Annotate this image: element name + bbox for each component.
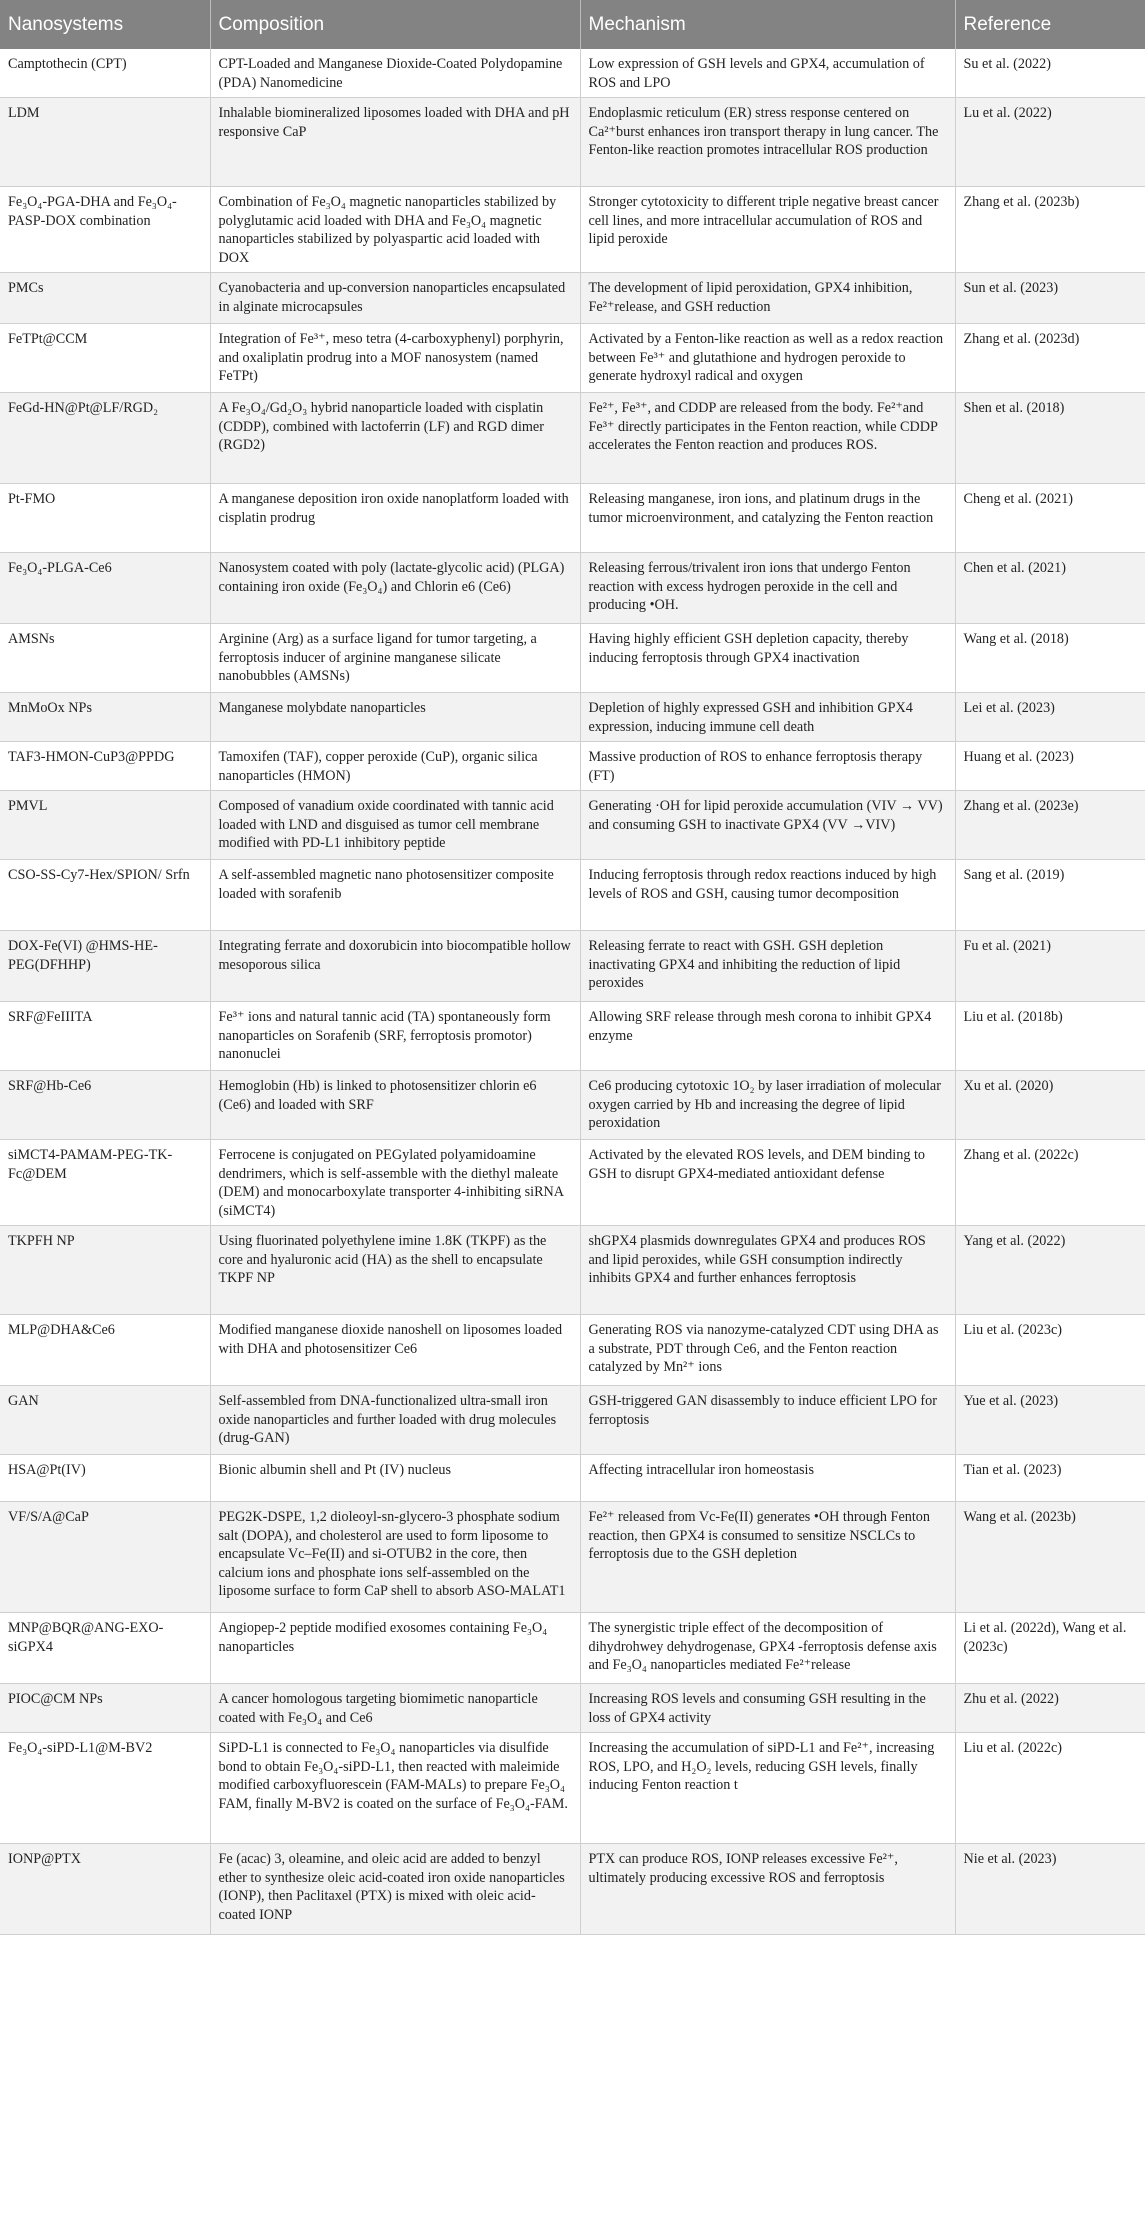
cell-composition: A cancer homologous targeting biomimetic nanoparticle coated with Fe₃O₄ and Ce6	[210, 1684, 580, 1733]
cell-composition: CPT-Loaded and Manganese Dioxide-Coated Polydopamine (PDA) Nanomedicine	[210, 49, 580, 98]
table-row	[0, 1733, 1145, 1844]
table-row	[0, 1844, 1145, 1935]
table-row	[0, 187, 1145, 273]
cell-nanosystem: LDM	[0, 98, 210, 187]
cell-reference: Liu et al. (2023c)	[955, 1315, 1145, 1386]
table-row	[0, 1315, 1145, 1386]
cell-reference: Zhu et al. (2022)	[955, 1684, 1145, 1733]
cell-mechanism: Releasing ferrate to react with GSH. GSH depletion inactivating GPX4 and inhibiting the reduction of lipid peroxides	[580, 931, 955, 1002]
cell-nanosystem: CSO-SS-Cy7-Hex/SPION/ Srfn	[0, 860, 210, 931]
cell-reference: Li et al. (2022d), Wang et al. (2023c)	[955, 1613, 1145, 1684]
cell-nanosystem: Fe₃O₄-PGA-DHA and Fe₃O₄-PASP-DOX combination	[0, 187, 210, 273]
cell-composition: SiPD-L1 is connected to Fe₃O₄ nanoparticles via disulfide bond to obtain Fe₃O₄-siPD-L1, then reacted with maleimide modified carboxyfluorescein (FAM-MALs) to prepare Fe₃O₄ FAM, finally M-BV2 is coated on the surface of Fe₃O₄-FAM.	[210, 1733, 580, 1844]
cell-mechanism: Activated by the elevated ROS levels, and DEM binding to GSH to disrupt GPX4-mediated antioxidant defense	[580, 1140, 955, 1226]
cell-mechanism: Ce6 producing cytotoxic 1O₂ by laser irradiation of molecular oxygen carried by Hb and increasing the degree of lipid peroxidation	[580, 1071, 955, 1140]
cell-composition: Angiopep-2 peptide modified exosomes containing Fe₃O₄ nanoparticles	[210, 1613, 580, 1684]
cell-nanosystem: FeTPt@CCM	[0, 324, 210, 393]
cell-reference: Tian et al. (2023)	[955, 1455, 1145, 1502]
cell-nanosystem: HSA@Pt(IV)	[0, 1455, 210, 1502]
cell-nanosystem: PIOC@CM NPs	[0, 1684, 210, 1733]
cell-composition: PEG2K-DSPE, 1,2 dioleoyl-sn-glycero-3 phosphate sodium salt (DOPA), and cholesterol are used to form liposome to encapsulate Vc–Fe(II) and si-OTUB2 in the core, then calcium ions and phosphate ions self-assembled on the liposome surface to form CaP shell to absorb ASO-MALAT1	[210, 1502, 580, 1613]
cell-nanosystem: MLP@DHA&Ce6	[0, 1315, 210, 1386]
cell-reference: Lei et al. (2023)	[955, 693, 1145, 742]
cell-reference: Sang et al. (2019)	[955, 860, 1145, 931]
table-row	[0, 1386, 1145, 1455]
cell-nanosystem: FeGd-HN@Pt@LF/RGD₂	[0, 393, 210, 484]
table-row	[0, 98, 1145, 187]
cell-mechanism: Inducing ferroptosis through redox reactions induced by high levels of ROS and GSH, causing tumor decomposition	[580, 860, 955, 931]
cell-reference: Su et al. (2022)	[955, 49, 1145, 98]
cell-composition: Bionic albumin shell and Pt (IV) nucleus	[210, 1455, 580, 1502]
header-composition: Composition	[210, 0, 580, 49]
cell-nanosystem: VF/S/A@CaP	[0, 1502, 210, 1613]
cell-reference: Zhang et al. (2023b)	[955, 187, 1145, 273]
cell-nanosystem: Pt-FMO	[0, 484, 210, 553]
cell-mechanism: Having highly efficient GSH depletion capacity, thereby inducing ferroptosis through GPX4 inactivation	[580, 624, 955, 693]
cell-nanosystem: Camptothecin (CPT)	[0, 49, 210, 98]
table-row	[0, 742, 1145, 791]
cell-mechanism: Depletion of highly expressed GSH and inhibition GPX4 expression, inducing immune cell death	[580, 693, 955, 742]
cell-reference: Zhang et al. (2023d)	[955, 324, 1145, 393]
cell-composition: Using fluorinated polyethylene imine 1.8K (TKPF) as the core and hyaluronic acid (HA) as the shell to encapsulate TKPF NP	[210, 1226, 580, 1315]
cell-mechanism: Releasing ferrous/trivalent iron ions that undergo Fenton reaction with excess hydrogen peroxide in the cell and producing •OH.	[580, 553, 955, 624]
table-row	[0, 484, 1145, 553]
cell-mechanism: Releasing manganese, iron ions, and platinum drugs in the tumor microenvironment, and catalyzing the Fenton reaction	[580, 484, 955, 553]
cell-mechanism: Massive production of ROS to enhance ferroptosis therapy (FT)	[580, 742, 955, 791]
cell-composition: Fe (acac) 3, oleamine, and oleic acid are added to benzyl ether to synthesize oleic acid-coated iron oxide nanoparticles (IONP), then Paclitaxel (PTX) is mixed with oleic acid-coated IONP	[210, 1844, 580, 1935]
cell-mechanism: Fe²⁺ released from Vc-Fe(II) generates •OH through Fenton reaction, then GPX4 is consumed to sensitize NSCLCs to ferroptosis due to the GSH depletion	[580, 1502, 955, 1613]
table-row	[0, 1684, 1145, 1733]
table-row	[0, 1613, 1145, 1684]
table-row	[0, 393, 1145, 484]
cell-reference: Wang et al. (2018)	[955, 624, 1145, 693]
table-row	[0, 624, 1145, 693]
cell-reference: Liu et al. (2022c)	[955, 1733, 1145, 1844]
table-row	[0, 1140, 1145, 1226]
cell-reference: Liu et al. (2018b)	[955, 1002, 1145, 1071]
cell-composition: Composed of vanadium oxide coordinated with tannic acid loaded with LND and disguised as tumor cell membrane modified with PD-L1 inhibitory peptide	[210, 791, 580, 860]
cell-mechanism: GSH-triggered GAN disassembly to induce efficient LPO for ferroptosis	[580, 1386, 955, 1455]
cell-mechanism: Allowing SRF release through mesh corona to inhibit GPX4 enzyme	[580, 1002, 955, 1071]
cell-nanosystem: MNP@BQR@ANG-EXO-siGPX4	[0, 1613, 210, 1684]
cell-nanosystem: AMSNs	[0, 624, 210, 693]
header-mechanism: Mechanism	[580, 0, 955, 49]
table-header	[0, 0, 1145, 49]
cell-reference: Nie et al. (2023)	[955, 1844, 1145, 1935]
cell-reference: Yang et al. (2022)	[955, 1226, 1145, 1315]
cell-composition: Integration of Fe³⁺, meso tetra (4-carboxyphenyl) porphyrin, and oxaliplatin prodrug into a MOF nanosystem (named FeTPt)	[210, 324, 580, 393]
cell-composition: A self-assembled magnetic nano photosensitizer composite loaded with sorafenib	[210, 860, 580, 931]
cell-composition: Integrating ferrate and doxorubicin into biocompatible hollow mesoporous silica	[210, 931, 580, 1002]
cell-mechanism: Generating ROS via nanozyme-catalyzed CDT using DHA as a substrate, PDT through Ce6, and the Fenton reaction catalyzed by Mn²⁺ ions	[580, 1315, 955, 1386]
table-row	[0, 49, 1145, 98]
cell-reference: Yue et al. (2023)	[955, 1386, 1145, 1455]
table-row	[0, 931, 1145, 1002]
cell-mechanism: shGPX4 plasmids downregulates GPX4 and produces ROS and lipid peroxides, while GSH consumption indirectly inhibits GPX4 and further enhances ferroptosis	[580, 1226, 955, 1315]
table-row	[0, 791, 1145, 860]
cell-composition: Self-assembled from DNA-functionalized ultra-small iron oxide nanoparticles and further loaded with drug molecules (drug-GAN)	[210, 1386, 580, 1455]
table-row	[0, 553, 1145, 624]
table-row	[0, 1455, 1145, 1502]
table-row	[0, 1502, 1145, 1613]
table-row	[0, 1002, 1145, 1071]
cell-nanosystem: TKPFH NP	[0, 1226, 210, 1315]
cell-reference: Fu et al. (2021)	[955, 931, 1145, 1002]
cell-mechanism: Endoplasmic reticulum (ER) stress response centered on Ca²⁺burst enhances iron transport therapy in lung cancer. The Fenton-like reaction promotes intracellular ROS production	[580, 98, 955, 187]
cell-composition: A manganese deposition iron oxide nanoplatform loaded with cisplatin prodrug	[210, 484, 580, 553]
cell-composition: Modified manganese dioxide nanoshell on liposomes loaded with DHA and photosensitizer Ce6	[210, 1315, 580, 1386]
cell-reference: Zhang et al. (2022c)	[955, 1140, 1145, 1226]
header-row	[0, 0, 1145, 49]
cell-mechanism: Generating ·OH for lipid peroxide accumulation (VIV → VV) and consuming GSH to inactivate GPX4 (VV →VIV)	[580, 791, 955, 860]
table-body	[0, 49, 1145, 1935]
cell-nanosystem: siMCT4-PAMAM-PEG-TK-Fc@DEM	[0, 1140, 210, 1226]
cell-composition: Cyanobacteria and up-conversion nanoparticles encapsulated in alginate microcapsules	[210, 273, 580, 324]
table-row	[0, 693, 1145, 742]
cell-composition: Hemoglobin (Hb) is linked to photosensitizer chlorin e6 (Ce6) and loaded with SRF	[210, 1071, 580, 1140]
cell-nanosystem: Fe₃O₄-siPD-L1@M-BV2	[0, 1733, 210, 1844]
cell-reference: Wang et al. (2023b)	[955, 1502, 1145, 1613]
cell-mechanism: Affecting intracellular iron homeostasis	[580, 1455, 955, 1502]
cell-mechanism: The development of lipid peroxidation, GPX4 inhibition, Fe²⁺release, and GSH reduction	[580, 273, 955, 324]
header-nanosystems: Nanosystems	[0, 0, 210, 49]
cell-composition: Tamoxifen (TAF), copper peroxide (CuP), organic silica nanoparticles (HMON)	[210, 742, 580, 791]
header-reference: Reference	[955, 0, 1145, 49]
cell-composition: Combination of Fe₃O₄ magnetic nanoparticles stabilized by polyglutamic acid loaded with DHA and Fe₃O₄ magnetic nanoparticles stabilized by polyaspartic acid loaded with DOX	[210, 187, 580, 273]
cell-nanosystem: MnMoOx NPs	[0, 693, 210, 742]
cell-composition: Nanosystem coated with poly (lactate-glycolic acid) (PLGA) containing iron oxide (Fe₃O₄) and Chlorin e6 (Ce6)	[210, 553, 580, 624]
table-row	[0, 1226, 1145, 1315]
cell-mechanism: The synergistic triple effect of the decomposition of dihydrohwey dehydrogenase, GPX4 -ferroptosis defense axis and Fe₃O₄ nanoparticles mediated Fe²⁺release	[580, 1613, 955, 1684]
cell-nanosystem: Fe₃O₄-PLGA-Ce6	[0, 553, 210, 624]
cell-nanosystem: SRF@Hb-Ce6	[0, 1071, 210, 1140]
cell-mechanism: Low expression of GSH levels and GPX4, accumulation of ROS and LPO	[580, 49, 955, 98]
cell-reference: Lu et al. (2022)	[955, 98, 1145, 187]
cell-mechanism: Increasing the accumulation of siPD-L1 and Fe²⁺, increasing ROS, LPO, and H₂O₂ levels, reducing GSH levels, finally inducing Fenton reaction t	[580, 1733, 955, 1844]
cell-composition: Arginine (Arg) as a surface ligand for tumor targeting, a ferroptosis inducer of arginine manganese silicate nanobubbles (AMSNs)	[210, 624, 580, 693]
cell-mechanism: Fe²⁺, Fe³⁺, and CDDP are released from the body. Fe²⁺and Fe³⁺ directly participates in the Fenton reaction, while CDDP accelerates the Fenton reaction and produces ROS.	[580, 393, 955, 484]
table-row	[0, 324, 1145, 393]
cell-composition: A Fe₃O₄/Gd₂O₃ hybrid nanoparticle loaded with cisplatin (CDDP), combined with lactoferrin (LF) and RGD dimer (RGD2)	[210, 393, 580, 484]
cell-composition: Fe³⁺ ions and natural tannic acid (TA) spontaneously form nanoparticles on Sorafenib (SRF, ferroptosis promotor) nanonuclei	[210, 1002, 580, 1071]
cell-nanosystem: PMCs	[0, 273, 210, 324]
cell-nanosystem: GAN	[0, 1386, 210, 1455]
cell-reference: Xu et al. (2020)	[955, 1071, 1145, 1140]
cell-composition: Manganese molybdate nanoparticles	[210, 693, 580, 742]
cell-reference: Shen et al. (2018)	[955, 393, 1145, 484]
cell-reference: Sun et al. (2023)	[955, 273, 1145, 324]
cell-reference: Cheng et al. (2021)	[955, 484, 1145, 553]
cell-reference: Zhang et al. (2023e)	[955, 791, 1145, 860]
cell-reference: Chen et al. (2021)	[955, 553, 1145, 624]
cell-nanosystem: TAF3-HMON-CuP3@PPDG	[0, 742, 210, 791]
cell-nanosystem: PMVL	[0, 791, 210, 860]
cell-nanosystem: DOX-Fe(VI) @HMS-HE-PEG(DFHHP)	[0, 931, 210, 1002]
cell-mechanism: Increasing ROS levels and consuming GSH resulting in the loss of GPX4 activity	[580, 1684, 955, 1733]
cell-nanosystem: IONP@PTX	[0, 1844, 210, 1935]
cell-composition: Ferrocene is conjugated on PEGylated polyamidoamine dendrimers, which is self-assemble with the diethyl maleate (DEM) and monocarboxylate transporter 4-inhibiting siRNA (siMCT4)	[210, 1140, 580, 1226]
cell-mechanism: Activated by a Fenton-like reaction as well as a redox reaction between Fe³⁺ and glutathione and hydrogen peroxide to generate hydroxyl radical and oxygen	[580, 324, 955, 393]
table-row	[0, 273, 1145, 324]
cell-reference: Huang et al. (2023)	[955, 742, 1145, 791]
table-row	[0, 860, 1145, 931]
cell-mechanism: Stronger cytotoxicity to different triple negative breast cancer cell lines, and more intracellular accumulation of ROS and lipid peroxide	[580, 187, 955, 273]
cell-nanosystem: SRF@FeIIITA	[0, 1002, 210, 1071]
cell-composition: Inhalable biomineralized liposomes loaded with DHA and pH responsive CaP	[210, 98, 580, 187]
table-row	[0, 1071, 1145, 1140]
cell-mechanism: PTX can produce ROS, IONP releases excessive Fe²⁺, ultimately producing excessive ROS and ferroptosis	[580, 1844, 955, 1935]
